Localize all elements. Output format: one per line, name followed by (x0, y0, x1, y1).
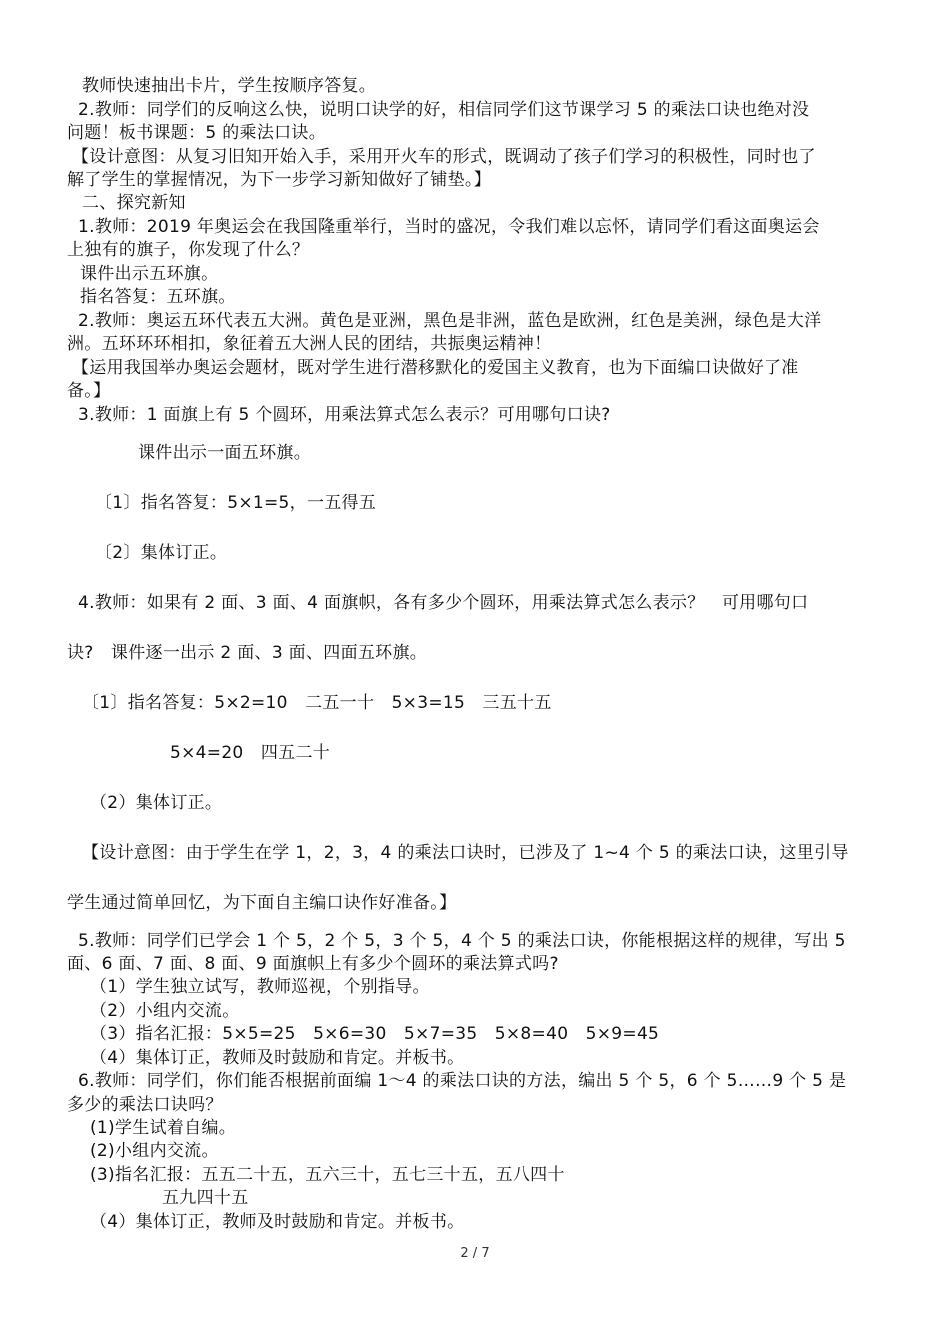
text-line: 6.教师：同学们，你们能否根据前面编 1～4 的乘法口诀的方法，编出 5 个 5，6 个 5……9 个 5 是 (78, 1071, 847, 1091)
text-line: 5×4=20 四五二十 (170, 743, 331, 763)
text-line: 问题！板书课题：5 的乘法口诀。 (67, 123, 327, 143)
design-intent-note: 【运用我国举办奥运会题材，既对学生进行潜移默化的爱国主义教育，也为下面编口诀做好了准 (72, 358, 799, 378)
design-intent-note: 学生通过简单回忆，为下面自主编口诀作好准备。】 (67, 893, 457, 913)
text-line: 多少的乘法口诀吗？ (67, 1095, 223, 1115)
text-line: 1.教师：2019 年奥运会在我国隆重举行，当时的盛况，令我们难以忘怀，请同学们看这面奥运会 (78, 217, 820, 237)
text-line: 五九四十五 (162, 1188, 249, 1208)
text-line: 〔2〕集体订正。 (95, 543, 228, 563)
text-line: （4）集体订正，教师及时鼓励和肯定。并板书。 (90, 1212, 465, 1232)
design-intent-note: 解了学生的掌握情况，为下一步学习新知做好了铺垫。】 (67, 170, 491, 190)
text-line: （2）小组内交流。 (90, 1001, 240, 1021)
text-line: 〔1〕指名答复：5×1=5，一五得五 (95, 493, 377, 513)
text-line: （3）指名汇报：5×5=25 5×6=30 5×7=35 5×8=40 5×9=45 (90, 1024, 660, 1044)
text-line: 诀? 课件逐一出示 2 面、3 面、四面五环旗。 (67, 643, 428, 663)
design-intent-note: 【设计意图：由于学生在学 1，2，3，4 的乘法口诀时，已涉及了 1~4 个 5 的乘法口诀，这里引导 (82, 843, 849, 863)
text-line: 面、6 面、7 面、8 面、9 面旗帜上有多少个圆环的乘法算式吗? (67, 954, 559, 974)
text-line: 3.教师：1 面旗上有 5 个圆环，用乘法算式怎么表示？可用哪句口诀? (78, 405, 611, 425)
text-line: (1)学生试着自编。 (90, 1118, 237, 1138)
page-number: 2 / 7 (460, 1246, 490, 1261)
text-line: 〔1〕指名答复：5×2=10 二五一十 5×3=15 三五十五 (82, 693, 552, 713)
text-line: (3)指名汇报：五五二十五，五六三十，五七三十五，五八四十 (90, 1165, 565, 1185)
section-heading: 二、探究新知 (82, 193, 186, 213)
text-line: (2)小组内交流。 (90, 1141, 219, 1161)
text-line: 5.教师：同学们已学会 1 个 5，2 个 5，3 个 5，4 个 5 的乘法口诀，你能根据这样的规律，写出 5 (78, 931, 846, 951)
text-line: （1）学生独立试写，教师巡视，个别指导。 (90, 977, 430, 997)
text-line: 课件出示一面五环旗。 (138, 443, 311, 463)
text-line: 2.教师：奥运五环代表五大洲。黄色是亚洲，黑色是非洲，蓝色是欧洲，红色是美洲，绿色是大洋 (78, 311, 822, 331)
text-line: 上独有的旗子，你发现了什么？ (67, 240, 310, 260)
text-line: 课件出示五环旗。 (80, 264, 219, 284)
text-line: 教师快速抽出卡片，学生按顺序答复。 (82, 76, 377, 96)
design-intent-note: 【设计意图：从复习旧知开始入手，采用开火车的形式，既调动了孩子们学习的积极性，同时也了 (72, 147, 816, 167)
text-line: 2.教师：同学们的反响这么快，说明口诀学的好，相信同学们这节课学习 5 的乘法口诀也绝对没 (78, 100, 810, 120)
design-intent-note: 备。】 (67, 381, 111, 401)
text-line: （4）集体订正，教师及时鼓励和肯定。并板书。 (90, 1048, 465, 1068)
text-line: 4.教师：如果有 2 面、3 面、4 面旗帜，各有多少个圆环，用乘法算式怎么表示？ 可用哪句口 (78, 593, 809, 613)
text-line: （2）集体订正。 (90, 793, 223, 813)
text-line: 洲。五环环环相扣，象征着五大洲人民的团结，共振奥运精神！ (67, 334, 552, 354)
text-line: 指名答复：五环旗。 (80, 287, 236, 307)
